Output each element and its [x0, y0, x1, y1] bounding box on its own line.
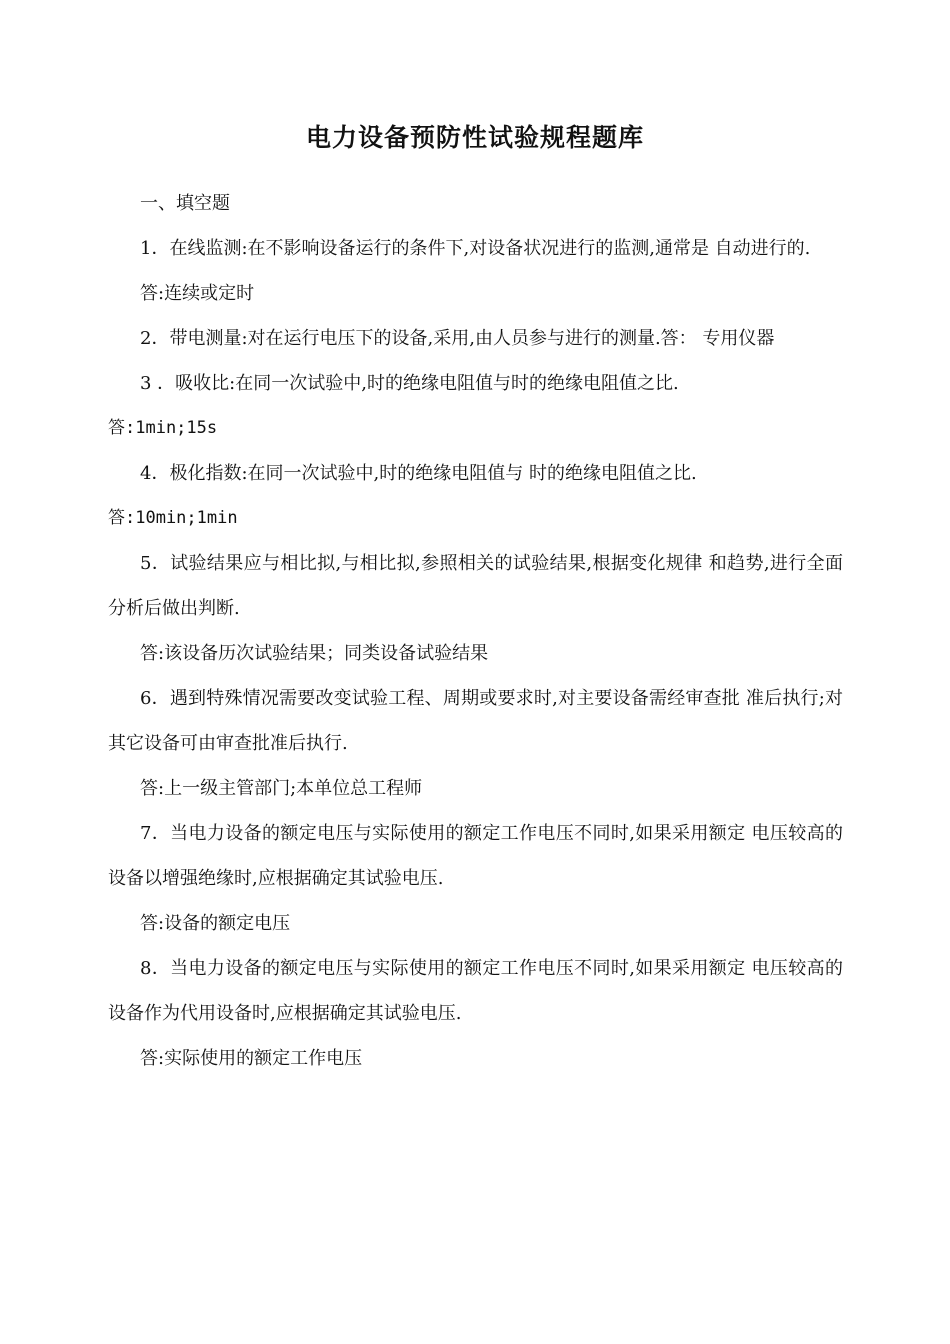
question-6: 6．遇到特殊情况需要改变试验工程、周期或要求时,对主要设备需经审查批 准后执行;对其它设备可由审查批准后执行.: [108, 688, 843, 754]
answer-8: 答:实际使用的额定工作电压: [140, 1048, 363, 1069]
answer-7: 答:设备的额定电压: [140, 913, 291, 934]
document-title: 电力设备预防性试验规程题库: [305, 123, 644, 152]
answer-1: 答:连续或定时: [140, 283, 255, 304]
question-4: 4．极化指数:在同一次试验中,时的绝缘电阻值与 时的绝缘电阻值之比.: [140, 463, 697, 484]
answer-3: 答:1min;15s: [108, 418, 218, 438]
answer-5: 答:该设备历次试验结果；同类设备试验结果: [140, 643, 489, 664]
question-1: 1．在线监测:在不影响设备运行的条件下,对设备状况进行的监测,通常是 自动进行的.: [140, 238, 811, 259]
answer-6: 答:上一级主管部门;本单位总工程师: [140, 778, 423, 799]
document-body: [108, 181, 843, 1081]
section-heading: 一、填空题: [140, 193, 230, 214]
question-8: 8．当电力设备的额定电压与实际使用的额定工作电压不同时,如果采用额定 电压较高的设备作为代用设备时,应根据确定其试验电压.: [108, 958, 843, 1024]
question-3: 3 ．吸收比:在同一次试验中,时的绝缘电阻值与时的绝缘电阻值之比.: [140, 373, 679, 394]
answer-4: 答:10min;1min: [108, 508, 238, 528]
question-7: 7．当电力设备的额定电压与实际使用的额定工作电压不同时,如果采用额定 电压较高的设备以增强绝缘时,应根据确定其试验电压.: [108, 823, 843, 889]
question-2: 2．带电测量:对在运行电压下的设备,采用,由人员参与进行的测量.答： 专用仪器: [140, 328, 775, 349]
question-5: 5．试验结果应与相比拟,与相比拟,参照相关的试验结果,根据变化规律 和趋势,进行全面分析后做出判断.: [108, 553, 843, 619]
